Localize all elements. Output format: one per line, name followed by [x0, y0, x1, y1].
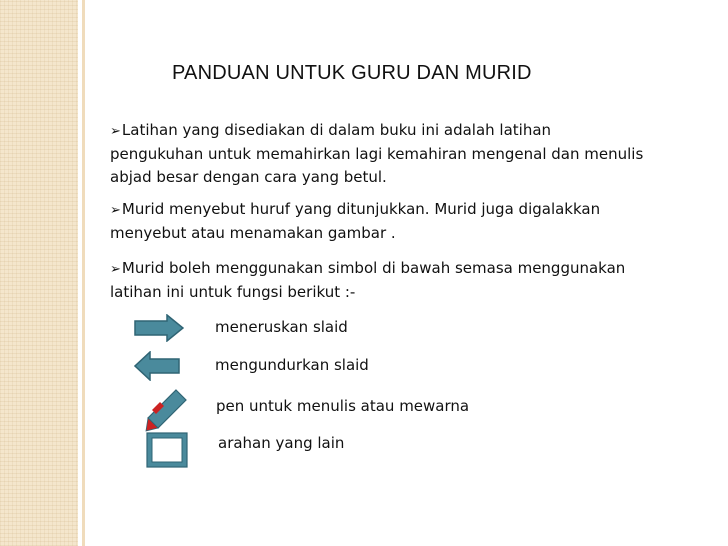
paragraph-line: ➢Murid menyebut huruf yang ditunjukkan. Murid juga digalakkan [110, 200, 601, 218]
legend-label: pen untuk menulis atau mewarna [216, 397, 470, 415]
paragraph-2 [110, 198, 720, 245]
legend-item-next [0, 308, 728, 348]
page-title: PANDUAN UNTUK GURU DAN MURID [172, 62, 532, 84]
legend-label: meneruskan slaid [215, 318, 348, 336]
bullet-arrow-icon: ➢ [110, 124, 121, 139]
paragraph-line: abjad besar dengan cara yang betul. [110, 168, 387, 186]
legend-item-other [0, 428, 728, 468]
paragraph-line: pengukuhan untuk memahirkan lagi kemahiran mengenal dan menulis [110, 145, 644, 163]
legend-label: arahan yang lain [218, 434, 345, 452]
paragraph-3 [110, 257, 720, 304]
legend-label: mengundurkan slaid [215, 356, 369, 374]
bullet-arrow-icon: ➢ [110, 203, 121, 218]
paragraph-line: menyebut atau menamakan gambar . [110, 224, 396, 242]
pen-icon[interactable] [144, 388, 188, 432]
paragraph-line: ➢Latihan yang disediakan di dalam buku ini adalah latihan [110, 121, 552, 139]
paragraph-1 [110, 119, 720, 189]
paragraph-line: latihan ini untuk fungsi berikut :- [110, 283, 356, 301]
legend-item-previous [0, 347, 728, 387]
legend-item-pen [0, 388, 728, 428]
bullet-arrow-icon: ➢ [110, 262, 121, 277]
paragraph-line: ➢Murid boleh menggunakan simbol di bawah semasa menggunakan [110, 259, 626, 277]
arrow-right-icon[interactable] [134, 314, 184, 342]
arrow-left-icon[interactable] [134, 351, 180, 381]
frame-icon[interactable] [146, 432, 188, 468]
